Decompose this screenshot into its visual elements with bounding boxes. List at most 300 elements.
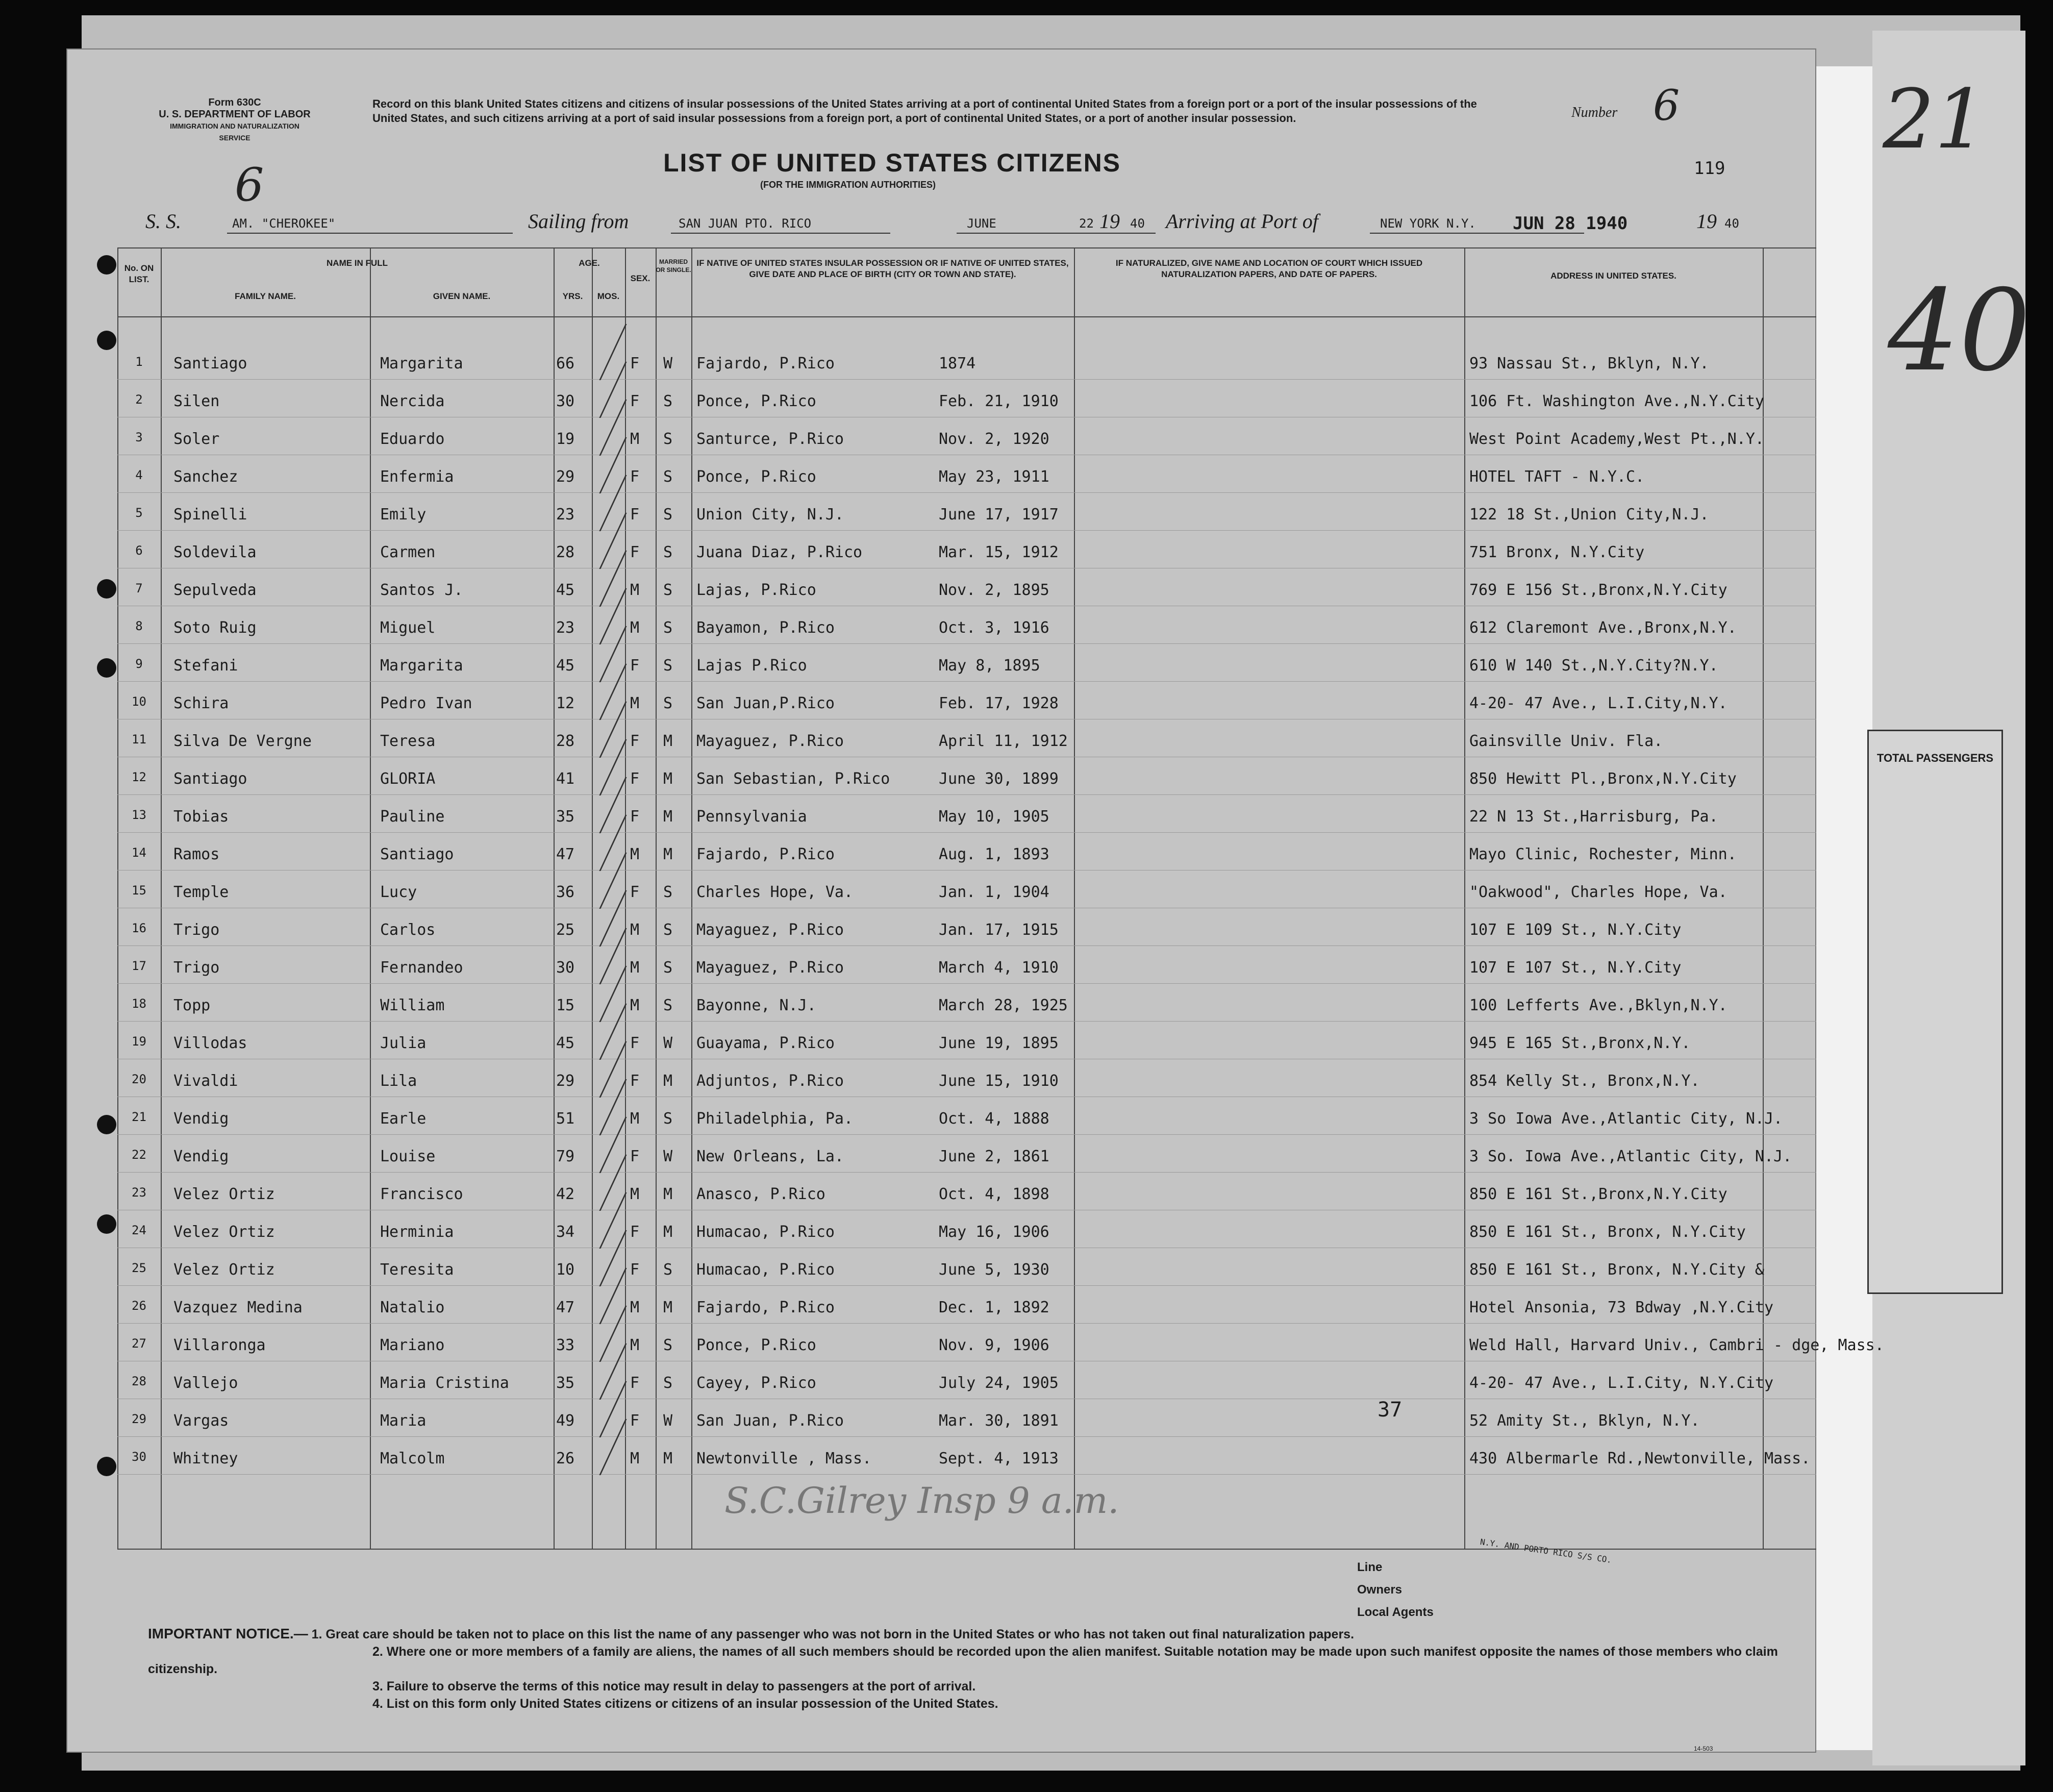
cell-date: Feb. 17, 1928 <box>939 694 1059 712</box>
cell-given: Margarita <box>380 355 463 372</box>
cell-given: Herminia <box>380 1223 454 1241</box>
cell-family: Vazquez Medina <box>173 1299 303 1316</box>
cell-date: Jan. 1, 1904 <box>939 883 1049 901</box>
cell-sex: M <box>630 619 640 637</box>
cell-family: Vargas <box>173 1412 229 1430</box>
table-row <box>117 722 1816 758</box>
cell-date: June 15, 1910 <box>939 1072 1059 1090</box>
col-age: AGE. <box>579 258 600 268</box>
punch-hole <box>97 658 116 678</box>
local-agents-label: Local Agents <box>1357 1605 1434 1619</box>
cell-sex: F <box>630 1412 640 1430</box>
total-passengers-box <box>1867 730 2003 1294</box>
year-prefix: 19 <box>1099 210 1120 233</box>
cell-age: 28 <box>556 732 575 750</box>
cell-place: Juana Diaz, P.Rico <box>696 543 863 561</box>
cell-date: May 10, 1905 <box>939 808 1049 826</box>
cell-sex: F <box>630 657 640 675</box>
arrival-date-stamp: JUN 28 1940 <box>1513 213 1628 234</box>
cell-ms: S <box>663 543 673 561</box>
cell-address: Weld Hall, Harvard Univ., Cambri - dge, Mass. <box>1469 1336 1884 1354</box>
cell-given: Margarita <box>380 657 463 675</box>
notice-item: 1. Great care should be taken not to place on this list the name of any passenger who was not born in the United States or who has not taken out final naturalization papers. <box>311 1627 1355 1641</box>
cell-ms: W <box>663 1148 673 1165</box>
cell-address: 850 E 161 St., Bronx, N.Y.City & <box>1469 1261 1764 1279</box>
punch-hole <box>97 331 116 350</box>
cell-given: Maria <box>380 1412 427 1430</box>
cell-sex: M <box>630 921 640 939</box>
cell-place: Fajardo, P.Rico <box>696 1299 835 1316</box>
table-row <box>117 609 1816 644</box>
cell-address: 612 Claremont Ave.,Bronx,N.Y. <box>1469 619 1737 637</box>
cell-date: Nov. 2, 1920 <box>939 430 1049 448</box>
col-birth: IF NATIVE OF UNITED STATES INSULAR POSSESSION OR IF NATIVE OF UNITED STATES, GIVE DATE AND PLACE OF BIRTH (CITY OR TOWN AND STATE). <box>696 258 1069 279</box>
cell-given: Fernandeo <box>380 959 463 977</box>
cell-given: Lila <box>380 1072 417 1090</box>
arrival-year: 40 <box>1724 216 1739 231</box>
cell-family: Santiago <box>173 770 247 788</box>
cell-no: 29 <box>132 1412 146 1426</box>
cell-place: San Juan,P.Rico <box>696 694 835 712</box>
cell-age: 28 <box>556 543 575 561</box>
cell-place: Lajas P.Rico <box>696 657 807 675</box>
document-title: LIST OF UNITED STATES CITIZENS <box>663 148 1121 177</box>
cell-age: 79 <box>556 1148 575 1165</box>
cell-place: Charles Hope, Va. <box>696 883 854 901</box>
cell-address: Gainsville Univ. Fla. <box>1469 732 1663 750</box>
table-row <box>117 1251 1816 1286</box>
cell-given: Carmen <box>380 543 436 561</box>
document-subtitle: (FOR THE IMMIGRATION AUTHORITIES) <box>760 180 936 190</box>
cell-address: 850 E 161 St., Bronx, N.Y.City <box>1469 1223 1746 1241</box>
cell-date: Jan. 17, 1915 <box>939 921 1059 939</box>
table-row <box>117 1175 1816 1211</box>
cell-date: June 30, 1899 <box>939 770 1059 788</box>
table-row <box>117 382 1816 418</box>
table-row <box>117 1024 1816 1060</box>
cell-date: Oct. 3, 1916 <box>939 619 1049 637</box>
cell-date: 1874 <box>939 355 976 372</box>
cell-given: Earle <box>380 1110 427 1128</box>
margin-handwriting-large: 40 <box>1888 265 2031 396</box>
cell-age: 29 <box>556 1072 575 1090</box>
cell-address: 122 18 St.,Union City,N.J. <box>1469 506 1709 524</box>
cell-given: Pauline <box>380 808 445 826</box>
cell-ms: M <box>663 1223 673 1241</box>
cell-date: Mar. 15, 1912 <box>939 543 1059 561</box>
cell-place: San Juan, P.Rico <box>696 1412 844 1430</box>
punch-hole <box>97 255 116 275</box>
table-row <box>117 495 1816 531</box>
cell-ms: S <box>663 1374 673 1392</box>
cell-given: Nercida <box>380 392 445 410</box>
cell-no: 16 <box>132 921 146 935</box>
cell-family: Vendig <box>173 1148 229 1165</box>
cell-given: Malcolm <box>380 1450 445 1467</box>
cell-family: Spinelli <box>173 506 247 524</box>
table-row <box>117 949 1816 984</box>
cell-place: Pennsylvania <box>696 808 807 826</box>
table-row <box>117 1213 1816 1249</box>
cell-sex: F <box>630 883 640 901</box>
cell-date: Oct. 4, 1888 <box>939 1110 1049 1128</box>
cell-date: Nov. 2, 1895 <box>939 581 1049 599</box>
cell-given: Teresa <box>380 732 436 750</box>
cell-family: Vallejo <box>173 1374 238 1392</box>
cell-ms: W <box>663 355 673 372</box>
cell-age: 30 <box>556 392 575 410</box>
department-name: U. S. DEPARTMENT OF LABOR <box>159 109 311 120</box>
cell-ms: W <box>663 1412 673 1430</box>
cell-age: 33 <box>556 1336 575 1354</box>
cell-place: Ponce, P.Rico <box>696 1336 816 1354</box>
notice-item: 2. Where one or more members of a family are aliens, the names of all such members should be recorded upon the alien manifest. Suitable notation may be made upon such manifest opposite the names of those members who claim citizenship. <box>148 1645 1778 1676</box>
cell-ms: S <box>663 657 673 675</box>
cell-family: Schira <box>173 694 229 712</box>
cell-ms: S <box>663 1110 673 1128</box>
cell-family: Villaronga <box>173 1336 266 1354</box>
table-row <box>117 835 1816 871</box>
cell-family: Trigo <box>173 959 220 977</box>
cell-no: 12 <box>132 770 146 784</box>
record-instructions: Record on this blank United States citizens and citizens of insular possessions of the United States arriving at a port of continental United States from a foreign port or a port of the insular possessions of the United States, and such citizens arriving at a port of said insular possessions from a foreign port, a port of continental United States, or a port of another insular possession. <box>372 97 1477 125</box>
cell-ms: M <box>663 1450 673 1467</box>
col-yrs: YRS. <box>562 291 583 301</box>
cell-age: 19 <box>556 430 575 448</box>
cell-place: Ponce, P.Rico <box>696 392 816 410</box>
col-address: ADDRESS IN UNITED STATES. <box>1550 271 1676 281</box>
passenger-table <box>117 247 1884 1549</box>
punch-hole <box>97 579 116 599</box>
table-row <box>117 533 1816 569</box>
cell-ms: S <box>663 1261 673 1279</box>
table-row <box>117 1326 1884 1362</box>
cell-address: 106 Ft. Washington Ave.,N.Y.City <box>1469 392 1764 410</box>
cell-given: Lucy <box>380 883 417 901</box>
ship-name: AM. "CHEROKEE" <box>232 216 336 231</box>
cell-date: May 8, 1895 <box>939 657 1040 675</box>
cell-no: 5 <box>135 506 143 520</box>
cell-place: San Sebastian, P.Rico <box>696 770 890 788</box>
cell-sex: M <box>630 959 640 977</box>
cell-ms: M <box>663 808 673 826</box>
cell-age: 26 <box>556 1450 575 1467</box>
cell-given: Enfermia <box>380 468 454 486</box>
cell-sex: M <box>630 430 640 448</box>
cell-sex: M <box>630 581 640 599</box>
inspector-signature: S.C.Gilrey Insp 9 a.m. <box>724 1480 1119 1522</box>
cell-age: 36 <box>556 883 575 901</box>
col-family: FAMILY NAME. <box>235 291 296 301</box>
cell-sex: M <box>630 1336 640 1354</box>
cell-place: Lajas, P.Rico <box>696 581 816 599</box>
cell-address: 93 Nassau St., Bklyn, N.Y. <box>1469 355 1709 372</box>
cell-family: Soler <box>173 430 220 448</box>
cell-no: 27 <box>132 1336 146 1351</box>
cell-family: Vendig <box>173 1110 229 1128</box>
notice-lead: IMPORTANT NOTICE.— <box>148 1626 308 1641</box>
cell-sex: F <box>630 732 640 750</box>
number-label: Number <box>1571 105 1618 120</box>
cell-family: Ramos <box>173 845 220 863</box>
cell-ms: M <box>663 845 673 863</box>
cell-age: 51 <box>556 1110 575 1128</box>
list-number-handwritten: 6 <box>1653 82 1680 130</box>
cell-sex: F <box>630 770 640 788</box>
cell-ms: M <box>663 1072 673 1090</box>
cell-place: Ponce, P.Rico <box>696 468 816 486</box>
cell-family: Tobias <box>173 808 229 826</box>
cell-no: 20 <box>132 1072 146 1086</box>
cell-date: Oct. 4, 1898 <box>939 1185 1049 1203</box>
cell-given: Eduardo <box>380 430 445 448</box>
cell-ms: S <box>663 959 673 977</box>
cell-place: Anasco, P.Rico <box>696 1185 825 1203</box>
cell-no: 1 <box>135 355 143 369</box>
cell-age: 23 <box>556 506 575 524</box>
margin-handwriting: 21 <box>1883 71 1987 167</box>
cell-family: Soldevila <box>173 543 257 561</box>
cell-ms: S <box>663 694 673 712</box>
cell-sex: F <box>630 506 640 524</box>
cell-family: Topp <box>173 997 211 1014</box>
cell-no: 21 <box>132 1110 146 1124</box>
cell-given: Julia <box>380 1034 427 1052</box>
sailing-from-label: Sailing from <box>528 210 629 233</box>
cell-place: New Orleans, La. <box>696 1148 844 1165</box>
cell-no: 9 <box>135 657 143 671</box>
page-edge-strip <box>1816 66 1872 1750</box>
table-row <box>117 344 1816 380</box>
cell-place: Fajardo, P.Rico <box>696 355 835 372</box>
form-identifier <box>158 97 311 144</box>
table-row <box>117 458 1816 493</box>
cell-place: Union City, N.J. <box>696 506 844 524</box>
table-row <box>117 684 1816 720</box>
col-mos: MOS. <box>597 291 620 301</box>
cell-age: 41 <box>556 770 575 788</box>
cell-sex: M <box>630 694 640 712</box>
cell-no: 15 <box>132 883 146 898</box>
cell-sex: M <box>630 1299 640 1316</box>
col-naturalized: IF NATURALIZED, GIVE NAME AND LOCATION OF COURT WHICH ISSUED NATURALIZATION PAPERS, AND DATE OF PAPERS. <box>1115 258 1423 279</box>
cell-address: 850 E 161 St.,Bronx,N.Y.City <box>1469 1185 1727 1203</box>
departure-port: SAN JUAN PTO. RICO <box>679 216 812 231</box>
table-row <box>117 571 1816 607</box>
cell-place: Humacao, P.Rico <box>696 1223 835 1241</box>
cell-address: 107 E 109 St., N.Y.City <box>1469 921 1682 939</box>
cell-age: 47 <box>556 845 575 863</box>
cell-date: Feb. 21, 1910 <box>939 392 1059 410</box>
col-sex: SEX. <box>630 273 650 283</box>
table-row <box>117 1288 1816 1324</box>
cell-place: Bayamon, P.Rico <box>696 619 835 637</box>
cell-family: Silva De Vergne <box>173 732 312 750</box>
cell-ms: S <box>663 883 673 901</box>
cell-date: Aug. 1, 1893 <box>939 845 1049 863</box>
footer-labels <box>1357 1556 1434 1624</box>
col-given: GIVEN NAME. <box>433 291 491 301</box>
departure-year: 40 <box>1130 216 1145 231</box>
departure-month: JUNE <box>967 216 996 231</box>
cell-no: 13 <box>132 808 146 822</box>
col-name-in-full: NAME IN FULL <box>327 258 388 268</box>
cell-place: Philadelphia, Pa. <box>696 1110 854 1128</box>
cell-given: Carlos <box>380 921 436 939</box>
stamp-number: 119 <box>1694 158 1725 179</box>
cell-family: Sanchez <box>173 468 238 486</box>
cell-given: Emily <box>380 506 427 524</box>
cell-sex: F <box>630 1148 640 1165</box>
cell-no: 10 <box>132 694 146 709</box>
table-row <box>117 646 1816 682</box>
cell-address: 430 Albermarle Rd.,Newtonville, Mass. <box>1469 1450 1811 1467</box>
cell-family: Velez Ortiz <box>173 1185 275 1203</box>
cell-place: Mayaguez, P.Rico <box>696 921 844 939</box>
punch-hole <box>97 1115 116 1134</box>
cell-address: 4-20- 47 Ave., L.I.City,N.Y. <box>1469 694 1727 712</box>
cell-age: 45 <box>556 657 575 675</box>
cell-no: 3 <box>135 430 143 444</box>
cell-address: 3 So. Iowa Ave.,Atlantic City, N.J. <box>1469 1148 1792 1165</box>
cell-ms: S <box>663 581 673 599</box>
cell-sex: M <box>630 1450 640 1467</box>
cell-ms: M <box>663 770 673 788</box>
table-row <box>117 1439 1816 1475</box>
cell-ms: M <box>663 1185 673 1203</box>
cell-given: Pedro Ivan <box>380 694 472 712</box>
notice-item: 3. Failure to observe the terms of this notice may result in delay to passengers at the port of arrival. <box>372 1679 976 1694</box>
cell-family: Soto Ruig <box>173 619 257 637</box>
cell-sex: F <box>630 1374 640 1392</box>
cell-sex: F <box>630 543 640 561</box>
table-row <box>117 798 1816 833</box>
print-code: 14-503 <box>1694 1745 1713 1752</box>
cell-address: Hotel Ansonia, 73 Bdway ,N.Y.City <box>1469 1299 1774 1316</box>
cell-address: 769 E 156 St.,Bronx,N.Y.City <box>1469 581 1727 599</box>
cell-given: GLORIA <box>380 770 436 788</box>
cell-address: HOTEL TAFT - N.Y.C. <box>1469 468 1645 486</box>
cell-place: Newtonville , Mass. <box>696 1450 872 1467</box>
cell-age: 29 <box>556 468 575 486</box>
table-row <box>117 873 1816 909</box>
cell-given: Miguel <box>380 619 436 637</box>
cell-sex: M <box>630 845 640 863</box>
cell-age: 35 <box>556 1374 575 1392</box>
cell-given: Natalio <box>380 1299 445 1316</box>
cell-date: June 17, 1917 <box>939 506 1059 524</box>
cell-address: 100 Lefferts Ave.,Bklyn,N.Y. <box>1469 997 1727 1014</box>
cell-family: Sepulveda <box>173 581 257 599</box>
cell-address: 4-20- 47 Ave., L.I.City, N.Y.City <box>1469 1374 1774 1392</box>
cell-family: Vivaldi <box>173 1072 238 1090</box>
line-label: Line <box>1357 1560 1383 1574</box>
cell-no: 6 <box>135 543 143 558</box>
cell-place: Santurce, P.Rico <box>696 430 844 448</box>
cell-address: 52 Amity St., Bklyn, N.Y. <box>1469 1412 1700 1430</box>
table-row <box>117 911 1816 947</box>
cell-sex: F <box>630 468 640 486</box>
cell-no: 28 <box>132 1374 146 1388</box>
punch-hole <box>97 1214 116 1234</box>
cell-ms: S <box>663 619 673 637</box>
cell-given: William <box>380 997 445 1014</box>
cell-no: 19 <box>132 1034 146 1049</box>
ss-label: S. S. <box>145 210 181 233</box>
col-no: No. ON LIST. <box>124 263 154 284</box>
cell-date: July 24, 1905 <box>939 1374 1059 1392</box>
cell-date: March 28, 1925 <box>939 997 1068 1014</box>
voyage-line <box>145 209 1739 240</box>
cell-given: Louise <box>380 1148 436 1165</box>
cell-family: Temple <box>173 883 229 901</box>
cell-sex: F <box>630 1261 640 1279</box>
cell-date: June 2, 1861 <box>939 1148 1049 1165</box>
cell-age: 23 <box>556 619 575 637</box>
service-name: IMMIGRATION AND NATURALIZATION SERVICE <box>170 122 299 142</box>
cell-date: April 11, 1912 <box>939 732 1068 750</box>
cell-family: Whitney <box>173 1450 238 1467</box>
cell-age: 10 <box>556 1261 575 1279</box>
cell-age: 45 <box>556 581 575 599</box>
cell-no: 25 <box>132 1261 146 1275</box>
table-row <box>117 1402 1816 1437</box>
cell-age: 45 <box>556 1034 575 1052</box>
cell-ms: S <box>663 468 673 486</box>
cell-age: 34 <box>556 1223 575 1241</box>
cell-no: 4 <box>135 468 143 482</box>
cell-sex: F <box>630 1223 640 1241</box>
cell-ms: S <box>663 506 673 524</box>
cell-sex: M <box>630 997 640 1014</box>
cell-no: 18 <box>132 997 146 1011</box>
passenger-count-note: 37 <box>1378 1398 1403 1422</box>
notice-item: 4. List on this form only United States citizens or citizens of an insular possession of the United States. <box>372 1697 998 1711</box>
form-number: Form 630C <box>208 97 261 108</box>
cell-given: Francisco <box>380 1185 463 1203</box>
cell-ms: S <box>663 392 673 410</box>
cell-address: 751 Bronx, N.Y.City <box>1469 543 1645 561</box>
cell-family: Velez Ortiz <box>173 1223 275 1241</box>
cell-date: May 23, 1911 <box>939 468 1049 486</box>
cell-place: Mayaguez, P.Rico <box>696 732 844 750</box>
cell-address: 854 Kelly St., Bronx,N.Y. <box>1469 1072 1700 1090</box>
cell-family: Stefani <box>173 657 238 675</box>
cell-age: 49 <box>556 1412 575 1430</box>
cell-sex: F <box>630 1034 640 1052</box>
cell-address: West Point Academy,West Pt.,N.Y. <box>1469 430 1764 448</box>
cell-ms: M <box>663 732 673 750</box>
year-prefix-2: 19 <box>1696 210 1717 233</box>
cell-no: 14 <box>132 845 146 860</box>
cell-no: 23 <box>132 1185 146 1200</box>
cell-ms: S <box>663 997 673 1014</box>
cell-date: Nov. 9, 1906 <box>939 1336 1049 1354</box>
cell-family: Velez Ortiz <box>173 1261 275 1279</box>
cell-date: Mar. 30, 1891 <box>939 1412 1059 1430</box>
total-passengers-label: TOTAL PASSENGERS <box>1876 752 1994 764</box>
cell-no: 30 <box>132 1450 146 1464</box>
cell-address: "Oakwood", Charles Hope, Va. <box>1469 883 1727 901</box>
cell-ms: M <box>663 1299 673 1316</box>
cell-no: 17 <box>132 959 146 973</box>
cell-address: Mayo Clinic, Rochester, Minn. <box>1469 845 1737 863</box>
cell-family: Villodas <box>173 1034 247 1052</box>
cell-place: Humacao, P.Rico <box>696 1261 835 1279</box>
cell-place: Bayonne, N.J. <box>696 997 816 1014</box>
cell-no: 2 <box>135 392 143 407</box>
cell-ms: S <box>663 921 673 939</box>
